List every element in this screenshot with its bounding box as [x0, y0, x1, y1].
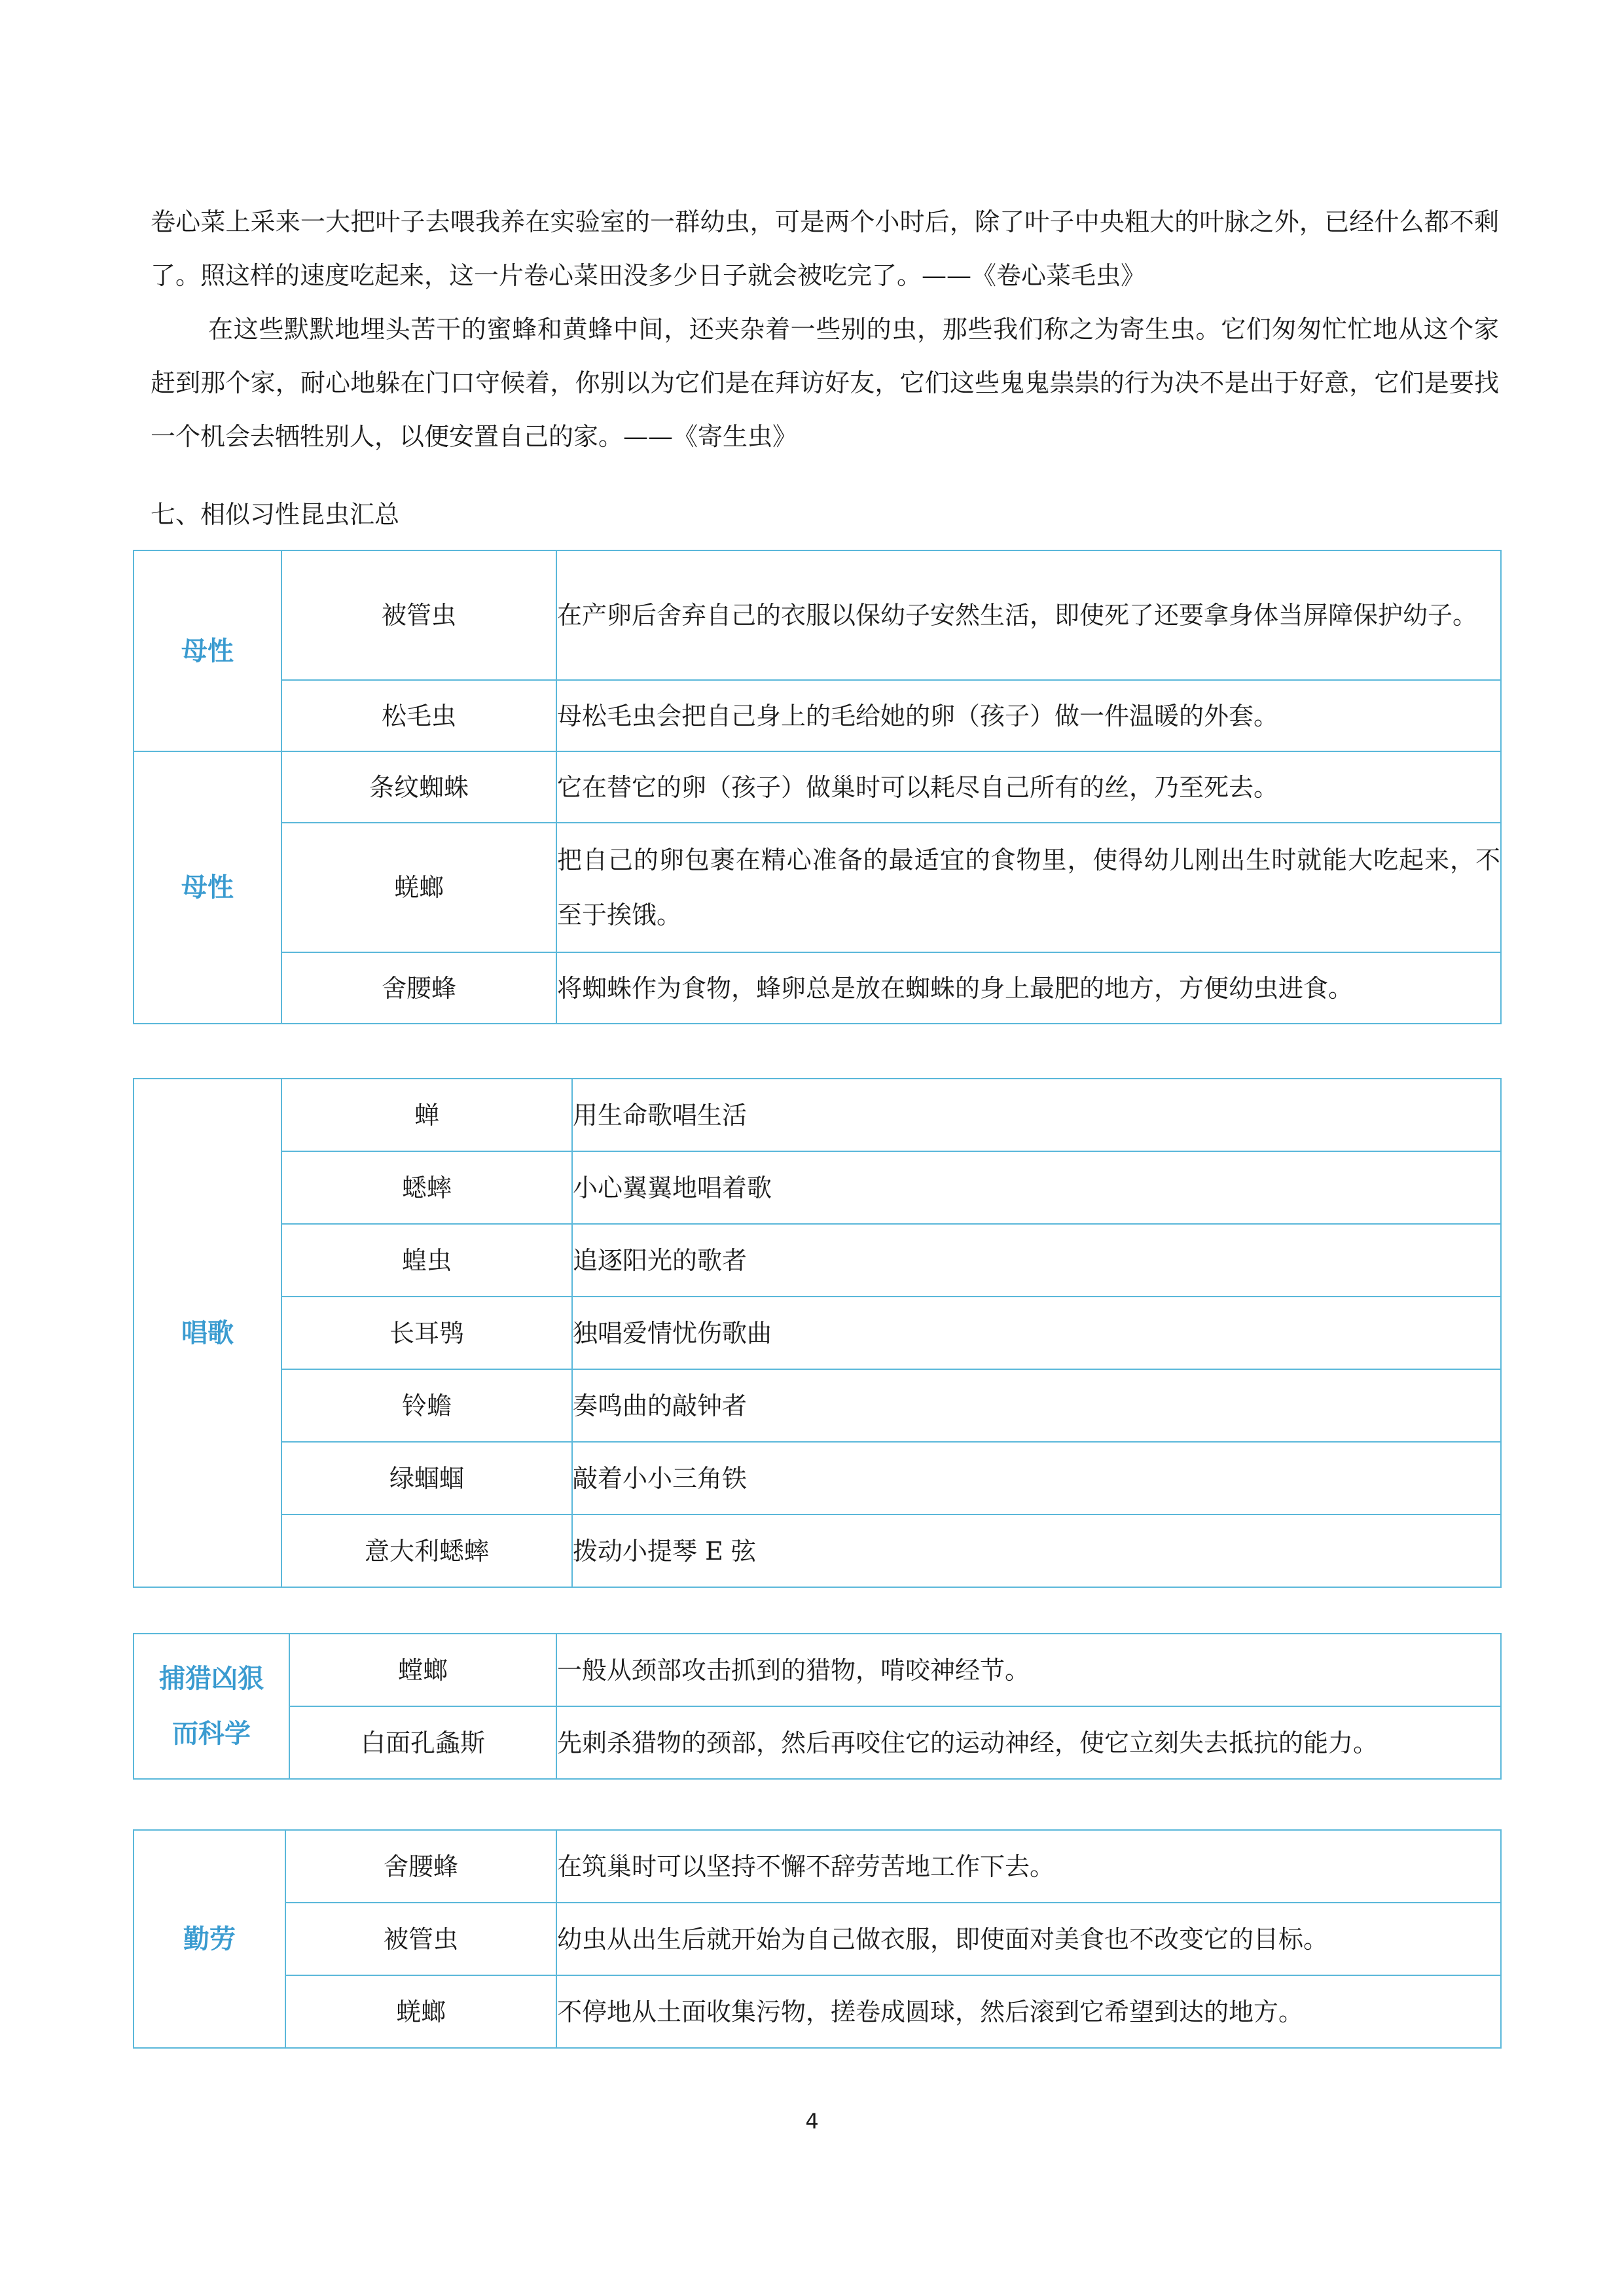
insect-name-cell: 绿蝈蝈: [281, 1442, 572, 1515]
insect-desc-cell: 奏鸣曲的敲钟者: [572, 1369, 1501, 1442]
table-row: [134, 1903, 1501, 1975]
category-line: 而科学: [172, 1719, 251, 1749]
table-row: [134, 1297, 1501, 1369]
insect-desc-cell: 幼虫从出生后就开始为自己做衣服，即使面对美食也不改变它的目标。: [556, 1903, 1501, 1975]
table-row: [134, 680, 1501, 751]
insect-desc-cell: 把自己的卵包裹在精心准备的最适宜的食物里，使得幼儿刚出生时就能大吃起来，不至于挨饿。: [556, 823, 1501, 952]
insect-desc-cell: 一般从颈部攻击抓到的猎物，啃咬神经节。: [556, 1634, 1501, 1706]
insect-name-cell: 蝗虫: [281, 1224, 572, 1297]
insect-name-cell: 舍腰蜂: [281, 952, 556, 1024]
table-row: [134, 1224, 1501, 1297]
table-row: [134, 823, 1501, 952]
table-row: [134, 1369, 1501, 1442]
insect-desc-cell: 先刺杀猎物的颈部，然后再咬住它的运动神经，使它立刻失去抵抗的能力。: [556, 1706, 1501, 1779]
insect-desc-cell: 追逐阳光的歌者: [572, 1224, 1501, 1297]
insect-name-cell: 意大利蟋蟀: [281, 1515, 572, 1587]
insect-name-cell: 被管虫: [281, 550, 556, 680]
insect-name-cell: 条纹蜘蛛: [281, 751, 556, 823]
table-row: [134, 1975, 1501, 2048]
paragraph-parasite: 在这些默默地埋头苦干的蜜蜂和黄蜂中间，还夹杂着一些别的虫，那些我们称之为寄生虫。它们匆匆忙忙地从这个家赶到那个家，耐心地躲在门口守候着，你别以为它们是在拜访好友，它们这些鬼鬼祟祟的行为决不是出于好意，它们是要找一个机会去牺牲别人，以便安置自己的家。——《寄生虫》: [151, 315, 1499, 451]
paragraph-cabbage-caterpillar: 卷心菜上采来一大把叶子去喂我养在实验室的一群幼虫，可是两个小时后，除了叶子中央粗大的叶脉之外，已经什么都不剩了。照这样的速度吃起来，这一片卷心菜田没多少日子就会被吃完了。——《卷心菜毛虫》: [151, 207, 1499, 290]
insect-desc-cell: 母松毛虫会把自己身上的毛给她的卵（孩子）做一件温暖的外套。: [556, 680, 1501, 751]
table-row: [134, 1634, 1501, 1706]
insect-name-cell: 被管虫: [285, 1903, 556, 1975]
insect-desc-cell: 不停地从土面收集污物，搓卷成圆球，然后滚到它希望到达的地方。: [556, 1975, 1501, 2048]
category-cell: 母性: [134, 751, 281, 1024]
insect-desc-cell: 小心翼翼地唱着歌: [572, 1151, 1501, 1224]
insect-desc-cell: 敲着小小三角铁: [572, 1442, 1501, 1515]
insect-name-cell: 铃蟾: [281, 1369, 572, 1442]
category-cell: 母性: [134, 550, 281, 751]
category-cell: 唱歌: [134, 1079, 281, 1587]
insect-name-cell: 蟋蟀: [281, 1151, 572, 1224]
table-row: [134, 1442, 1501, 1515]
table-row: [134, 1706, 1501, 1779]
table-row: [134, 1079, 1501, 1151]
singing-insects-table: [133, 1078, 1502, 1588]
category-cell: 勤劳: [134, 1830, 285, 2048]
insect-desc-cell: 在产卵后舍弃自己的衣服以保幼子安然生活，即使死了还要拿身体当屏障保护幼子。: [556, 550, 1501, 680]
insect-desc-cell: 拨动小提琴 E 弦: [572, 1515, 1501, 1587]
insect-name-cell: 白面孔螽斯: [289, 1706, 556, 1779]
insect-desc-cell: 在筑巢时可以坚持不懈不辞劳苦地工作下去。: [556, 1830, 1501, 1903]
table-row: [134, 1515, 1501, 1587]
maternal-insects-table: [133, 550, 1502, 1024]
table-row: [134, 751, 1501, 823]
diligent-insects-table: [133, 1829, 1502, 2049]
insect-desc-cell: 将蜘蛛作为食物，蜂卵总是放在蜘蛛的身上最肥的地方，方便幼虫进食。: [556, 952, 1501, 1024]
category-line: 捕猎凶狠: [159, 1664, 264, 1694]
table-row: [134, 952, 1501, 1024]
insect-desc-cell: 它在替它的卵（孩子）做巢时可以耗尽自己所有的丝，乃至死去。: [556, 751, 1501, 823]
insect-desc-cell: 独唱爱情忧伤歌曲: [572, 1297, 1501, 1369]
insect-name-cell: 蝉: [281, 1079, 572, 1151]
insect-desc-cell: 用生命歌唱生活: [572, 1079, 1501, 1151]
table-row: [134, 1830, 1501, 1903]
insect-name-cell: 螳螂: [289, 1634, 556, 1706]
insect-name-cell: 舍腰蜂: [285, 1830, 556, 1903]
page-number: 4: [805, 2109, 819, 2134]
insect-name-cell: 松毛虫: [281, 680, 556, 751]
category-cell: [134, 1634, 289, 1779]
insect-name-cell: 蜣螂: [281, 823, 556, 952]
table-row: [134, 1151, 1501, 1224]
table-row: [134, 550, 1501, 680]
hunting-insects-table: [133, 1633, 1502, 1780]
insect-name-cell: 蜣螂: [285, 1975, 556, 2048]
section-title: 七、相似习性昆虫汇总: [151, 500, 400, 529]
insect-name-cell: 长耳鸮: [281, 1297, 572, 1369]
